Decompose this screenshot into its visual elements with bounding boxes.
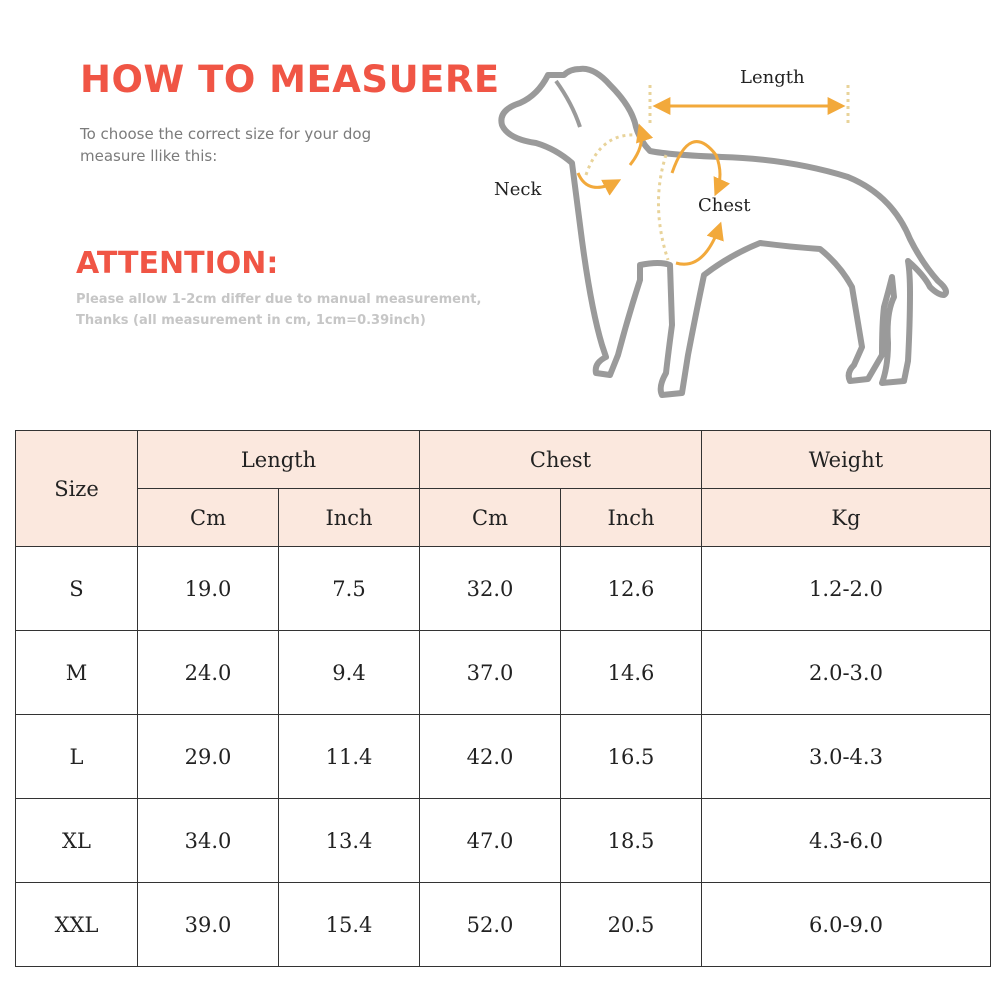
size-cell: M [16,631,138,715]
size-chart-table [15,430,991,967]
chest-cm-cell: 52.0 [420,883,561,967]
chest-arrow-upper [672,142,720,193]
chest-cm-cell: 42.0 [420,715,561,799]
unit-header-chest-cm: Cm [420,489,561,547]
weight-cell: 1.2-2.0 [702,547,991,631]
length-cm-cell: 19.0 [138,547,279,631]
table-row [16,631,991,715]
chest-cm-cell: 47.0 [420,799,561,883]
attention-note [76,289,536,331]
chest-header: Chest [420,431,702,489]
neck-label: Neck [494,179,542,200]
attention-heading: ATTENTION: [76,246,279,281]
dog-outline [501,69,946,395]
table-row [16,715,991,799]
dog-measurement-diagram [490,55,960,415]
chest-inch-cell: 18.5 [561,799,702,883]
weight-cell: 6.0-9.0 [702,883,991,967]
length-cm-cell: 39.0 [138,883,279,967]
chest-cm-cell: 32.0 [420,547,561,631]
dog-ear [556,81,580,127]
chest-inch-cell: 16.5 [561,715,702,799]
neck-arrow [578,173,618,187]
length-inch-cell: 9.4 [279,631,420,715]
table-row [16,799,991,883]
length-cm-cell: 34.0 [138,799,279,883]
size-cell: L [16,715,138,799]
instructions-line: To choose the correct size for your dog [80,125,372,143]
unit-header-weight-kg: Kg [702,489,991,547]
instructions-line: measure llike this: [80,147,218,165]
unit-header-chest-inch: Inch [561,489,702,547]
length-label: Length [740,67,805,88]
length-inch-cell: 15.4 [279,883,420,967]
table-row [16,547,991,631]
weight-cell: 3.0-4.3 [702,715,991,799]
unit-header-length-cm: Cm [138,489,279,547]
weight-cell: 2.0-3.0 [702,631,991,715]
length-header: Length [138,431,420,489]
table-row [16,883,991,967]
unit-header-length-inch: Inch [279,489,420,547]
weight-cell: 4.3-6.0 [702,799,991,883]
size-cell: XL [16,799,138,883]
chest-inch-cell: 12.6 [561,547,702,631]
length-inch-cell: 7.5 [279,547,420,631]
neck-loop-dotted [586,135,636,175]
chest-label: Chest [698,195,751,216]
size-cell: XXL [16,883,138,967]
dog-illustration [490,55,960,415]
size-cell: S [16,547,138,631]
weight-header: Weight [702,431,991,489]
table-unit-row [16,489,991,547]
length-inch-cell: 13.4 [279,799,420,883]
table-header-row [16,431,991,489]
length-inch-cell: 11.4 [279,715,420,799]
chest-loop-dotted [658,155,668,260]
attention-line: Please allow 1-2cm differ due to manual measurement, [76,292,482,307]
chest-cm-cell: 37.0 [420,631,561,715]
chest-arrow-lower [676,225,720,264]
instructions-text [80,123,440,167]
length-cm-cell: 24.0 [138,631,279,715]
chest-inch-cell: 20.5 [561,883,702,967]
size-header: Size [16,431,138,547]
page-title: HOW TO MEASUERE [80,58,500,101]
chest-inch-cell: 14.6 [561,631,702,715]
attention-line: Thanks (all measurement in cm, 1cm=0.39inch) [76,313,426,328]
length-cm-cell: 29.0 [138,715,279,799]
